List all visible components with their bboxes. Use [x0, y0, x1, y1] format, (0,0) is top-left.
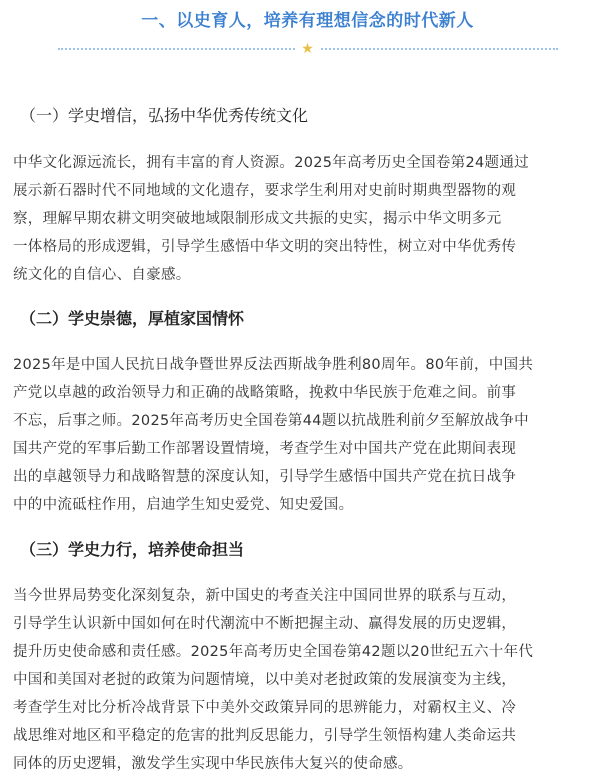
paragraph-line: 产党以卓越的政治领导力和正确的战略策略，挽救中华民族于危难之间。前事 [13, 385, 517, 401]
paragraph-line: 当今世界局势变化深刻复杂，新中国史的考查关注中国同世界的联系与互动， [13, 588, 517, 604]
paragraph-line: 中的中流砥柱作用，启迪学生知史爱党、知史爱国。 [13, 497, 354, 513]
paragraph-line: 统文化的自信心、自豪感。 [13, 267, 191, 283]
paragraph-line: 中华文化源远流长，拥有丰富的育人资源。2025年高考历史全国卷第24题通过 [13, 155, 529, 171]
star-icon: ★ [0, 40, 615, 58]
paragraph-line: 出的卓越领导力和战略智慧的深度认知，引导学生感悟中国共产党在抗日战争 [13, 469, 517, 485]
paragraph-line: 一体格局的形成逻辑，引导学生感悟中华文明的突出特性，树立对中华优秀传 [13, 239, 517, 255]
section-heading-1: （一）学史增信，弘扬中华优秀传统文化 [20, 106, 309, 125]
paragraph-line: 同体的历史逻辑，激发学生实现中华民族伟大复兴的使命感。 [13, 756, 413, 772]
paragraph-line: 2025年是中国人民抗日战争暨世界反法西斯战争胜利80周年。80年前，中国共 [13, 357, 534, 373]
paragraph-line: 考查学生对比分析冷战背景下中美外交政策异同的思辨能力，对霸权主义、冷 [13, 700, 517, 716]
paragraph-line: 中国和美国对老挝的政策为问题情境，以中美对老挝政策的发展演变为主线， [13, 672, 517, 688]
section-paragraph-3 [13, 582, 605, 778]
section-heading-3: （三）学史力行，培养使命担当 [20, 540, 245, 559]
paragraph-line: 引导学生认识新中国如何在时代潮流中不断把握主动、赢得发展的历史逻辑， [13, 616, 517, 632]
section-paragraph-1 [13, 149, 605, 289]
paragraph-line: 提升历史使命感和责任感。2025年高考历史全国卷第42题以20世纪五六十年代 [13, 644, 534, 660]
section-paragraph-2 [13, 351, 605, 519]
section-heading-2: （二）学史崇德，厚植家国情怀 [20, 309, 245, 328]
paragraph-line: 不忘，后事之师。2025年高考历史全国卷第44题以抗战胜利前夕至解放战争中 [13, 413, 529, 429]
page-title: 一、以史育人，培养有理想信念的时代新人 [141, 11, 474, 31]
paragraph-line: 展示新石器时代不同地域的文化遗存，要求学生利用对史前时期典型器物的观 [13, 183, 517, 199]
paragraph-line: 战思维对地区和平稳定的危害的批判反思能力，引导学生领悟构建人类命运共 [13, 728, 517, 744]
paragraph-line: 国共产党的军事后勤工作部署设置情境，考查学生对中国共产党在此期间表现 [13, 441, 517, 457]
paragraph-line: 察，理解早期农耕文明突破地域限制形成文共振的史实，揭示中华文明多元 [13, 211, 502, 227]
